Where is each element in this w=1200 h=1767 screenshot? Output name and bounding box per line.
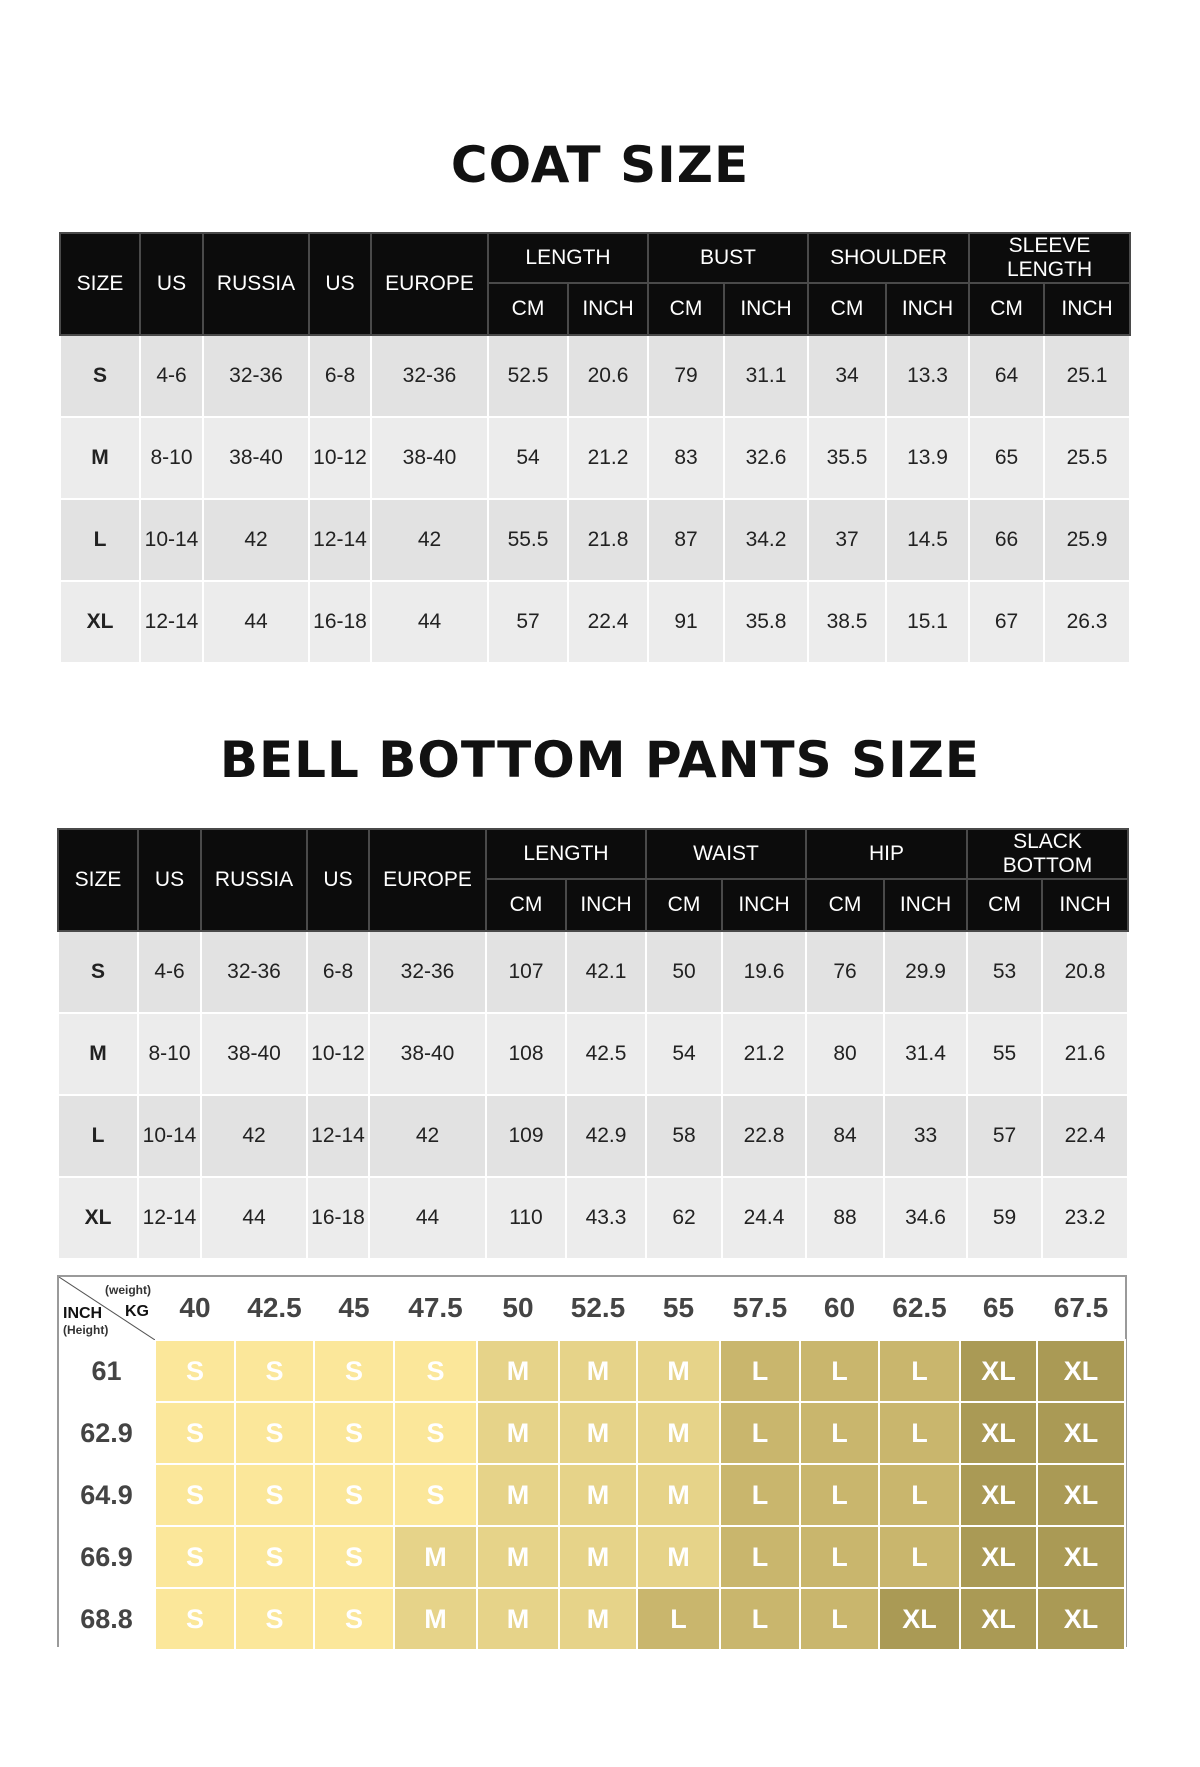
recommended-size-cell: S	[314, 1464, 394, 1526]
header-unit-inch: INCH	[722, 879, 806, 931]
header-europe: EUROPE	[369, 829, 486, 931]
recommended-size-cell: M	[559, 1526, 637, 1588]
table-cell: 21.8	[568, 499, 648, 581]
table-cell: 22.8	[722, 1095, 806, 1177]
table-cell: 55	[967, 1013, 1042, 1095]
table-cell: 79	[648, 335, 724, 417]
recommended-size-cell: XL	[879, 1588, 960, 1650]
table-cell: 83	[648, 417, 724, 499]
weight-header: 45	[314, 1277, 394, 1340]
header-hip: HIP	[806, 829, 967, 879]
table-cell: 50	[646, 931, 722, 1013]
weight-header: 67.5	[1037, 1277, 1125, 1340]
header-unit-cm: CM	[969, 283, 1044, 335]
header-europe: EUROPE	[371, 233, 488, 335]
table-cell: 13.9	[886, 417, 969, 499]
recommended-size-cell: S	[314, 1526, 394, 1588]
weight-header: 57.5	[720, 1277, 800, 1340]
table-cell: 84	[806, 1095, 884, 1177]
recommended-size-cell: L	[879, 1526, 960, 1588]
table-cell: 20.8	[1042, 931, 1128, 1013]
table-cell: 12-14	[140, 581, 203, 663]
table-cell: 22.4	[568, 581, 648, 663]
recommended-size-cell: S	[394, 1464, 477, 1526]
table-cell: 54	[646, 1013, 722, 1095]
header-unit-cm: CM	[967, 879, 1042, 931]
table-row	[58, 1095, 1128, 1177]
recommended-size-cell: L	[800, 1588, 879, 1650]
header-shoulder: SHOULDER	[808, 233, 969, 283]
height-weight-table	[59, 1277, 1126, 1651]
table-cell: 21.2	[568, 417, 648, 499]
recommended-size-cell: S	[314, 1588, 394, 1650]
table-cell: 110	[486, 1177, 566, 1259]
table-cell: 67	[969, 581, 1044, 663]
table-cell: 32.6	[724, 417, 808, 499]
recommended-size-cell: XL	[1037, 1402, 1125, 1464]
table-cell: 4-6	[140, 335, 203, 417]
axis-corner	[59, 1277, 155, 1340]
table-cell: 14.5	[886, 499, 969, 581]
weight-header: 65	[960, 1277, 1037, 1340]
recommended-size-cell: M	[477, 1464, 559, 1526]
weight-header: 55	[637, 1277, 720, 1340]
recommended-size-cell: S	[394, 1402, 477, 1464]
table-cell: 20.6	[568, 335, 648, 417]
pants-table-body	[58, 931, 1128, 1259]
pants-size-title: BELL BOTTOM PANTS SIZE	[219, 731, 981, 789]
table-cell: 37	[808, 499, 886, 581]
table-row	[60, 581, 1130, 663]
table-cell: 13.3	[886, 335, 969, 417]
size-cell: M	[60, 417, 140, 499]
header-unit-cm: CM	[648, 283, 724, 335]
size-cell: XL	[60, 581, 140, 663]
height-axis-note: (Height)	[63, 1323, 109, 1337]
table-cell: 34.6	[884, 1177, 967, 1259]
header-us: US	[138, 829, 201, 931]
table-cell: 88	[806, 1177, 884, 1259]
header-size: SIZE	[60, 233, 140, 335]
table-cell: 23.2	[1042, 1177, 1128, 1259]
table-cell: 6-8	[309, 335, 371, 417]
table-cell: 44	[371, 581, 488, 663]
recommended-size-cell: L	[879, 1464, 960, 1526]
table-cell: 10-14	[140, 499, 203, 581]
header-unit-inch: INCH	[724, 283, 808, 335]
height-row	[59, 1340, 1125, 1402]
header-unit-inch: INCH	[886, 283, 969, 335]
header-us: US	[140, 233, 203, 335]
recommended-size-cell: M	[559, 1402, 637, 1464]
recommended-size-cell: L	[720, 1464, 800, 1526]
table-cell: 12-14	[309, 499, 371, 581]
pants-size-table	[57, 828, 1129, 1260]
recommended-size-cell: L	[637, 1588, 720, 1650]
header-size: SIZE	[58, 829, 138, 931]
recommended-size-cell: S	[235, 1526, 314, 1588]
table-cell: 8-10	[140, 417, 203, 499]
recommended-size-cell: XL	[1037, 1526, 1125, 1588]
table-cell: 32-36	[201, 931, 307, 1013]
table-cell: 57	[488, 581, 568, 663]
table-cell: 10-12	[309, 417, 371, 499]
recommended-size-cell: M	[394, 1588, 477, 1650]
table-row	[58, 1013, 1128, 1095]
recommended-size-cell: S	[314, 1402, 394, 1464]
size-cell: L	[58, 1095, 138, 1177]
table-cell: 42	[369, 1095, 486, 1177]
table-cell: 38-40	[371, 417, 488, 499]
table-cell: 53	[967, 931, 1042, 1013]
table-cell: 42	[203, 499, 309, 581]
height-row	[59, 1402, 1125, 1464]
table-cell: 26.3	[1044, 581, 1130, 663]
table-cell: 12-14	[307, 1095, 369, 1177]
height-header: 66.9	[59, 1526, 155, 1588]
header-sleeve-length: SLEEVE LENGTH	[969, 233, 1130, 283]
header-waist: WAIST	[646, 829, 806, 879]
table-row	[58, 1177, 1128, 1259]
recommended-size-cell: S	[235, 1340, 314, 1402]
recommended-size-cell: M	[477, 1402, 559, 1464]
table-cell: 25.9	[1044, 499, 1130, 581]
height-weight-size-chart	[57, 1275, 1127, 1647]
table-cell: 35.5	[808, 417, 886, 499]
recommended-size-cell: L	[720, 1526, 800, 1588]
recommended-size-cell: XL	[1037, 1340, 1125, 1402]
table-cell: 15.1	[886, 581, 969, 663]
table-cell: 29.9	[884, 931, 967, 1013]
height-axis-unit: INCH	[63, 1305, 103, 1322]
table-cell: 54	[488, 417, 568, 499]
header-slack-bottom: SLACK BOTTOM	[967, 829, 1128, 879]
header-unit-cm: CM	[646, 879, 722, 931]
header-unit-cm: CM	[806, 879, 884, 931]
weight-header: 62.5	[879, 1277, 960, 1340]
header-unit-cm: CM	[486, 879, 566, 931]
table-row	[58, 931, 1128, 1013]
table-cell: 31.4	[884, 1013, 967, 1095]
header-unit-inch: INCH	[566, 879, 646, 931]
table-cell: 32-36	[371, 335, 488, 417]
recommended-size-cell: S	[155, 1526, 235, 1588]
table-cell: 107	[486, 931, 566, 1013]
height-header: 68.8	[59, 1588, 155, 1650]
recommended-size-cell: XL	[960, 1340, 1037, 1402]
header-unit-cm: CM	[488, 283, 568, 335]
recommended-size-cell: M	[477, 1588, 559, 1650]
table-cell: 34.2	[724, 499, 808, 581]
recommended-size-cell: M	[477, 1340, 559, 1402]
table-cell: 10-14	[138, 1095, 201, 1177]
height-row	[59, 1464, 1125, 1526]
table-cell: 10-12	[307, 1013, 369, 1095]
coat-size-table	[59, 232, 1131, 664]
header-unit-inch: INCH	[884, 879, 967, 931]
table-cell: 65	[969, 417, 1044, 499]
header-unit-inch: INCH	[1042, 879, 1128, 931]
table-cell: 59	[967, 1177, 1042, 1259]
table-cell: 80	[806, 1013, 884, 1095]
recommended-size-cell: L	[800, 1402, 879, 1464]
recommended-size-cell: S	[155, 1402, 235, 1464]
table-cell: 25.1	[1044, 335, 1130, 417]
table-cell: 16-18	[309, 581, 371, 663]
table-cell: 91	[648, 581, 724, 663]
recommended-size-cell: M	[477, 1526, 559, 1588]
size-cell: S	[58, 931, 138, 1013]
table-cell: 42.9	[566, 1095, 646, 1177]
recommended-size-cell: S	[235, 1402, 314, 1464]
recommended-size-cell: XL	[960, 1464, 1037, 1526]
recommended-size-cell: M	[559, 1464, 637, 1526]
height-header: 61	[59, 1340, 155, 1402]
table-cell: 44	[369, 1177, 486, 1259]
header-us: US	[307, 829, 369, 931]
table-cell: 6-8	[307, 931, 369, 1013]
table-cell: 32-36	[203, 335, 309, 417]
table-cell: 87	[648, 499, 724, 581]
recommended-size-cell: XL	[960, 1588, 1037, 1650]
table-cell: 4-6	[138, 931, 201, 1013]
recommended-size-cell: S	[235, 1464, 314, 1526]
header-unit-inch: INCH	[568, 283, 648, 335]
recommended-size-cell: L	[720, 1402, 800, 1464]
table-cell: 42.1	[566, 931, 646, 1013]
table-cell: 44	[201, 1177, 307, 1259]
table-cell: 109	[486, 1095, 566, 1177]
recommended-size-cell: L	[720, 1588, 800, 1650]
recommended-size-cell: M	[637, 1464, 720, 1526]
recommended-size-cell: M	[559, 1588, 637, 1650]
table-cell: 22.4	[1042, 1095, 1128, 1177]
table-cell: 19.6	[722, 931, 806, 1013]
weight-header: 47.5	[394, 1277, 477, 1340]
table-cell: 38-40	[203, 417, 309, 499]
weight-axis-note: (weight)	[105, 1283, 151, 1297]
table-cell: 33	[884, 1095, 967, 1177]
recommended-size-cell: L	[800, 1464, 879, 1526]
height-header: 62.9	[59, 1402, 155, 1464]
table-cell: 66	[969, 499, 1044, 581]
recommended-size-cell: L	[800, 1526, 879, 1588]
recommended-size-cell: M	[637, 1402, 720, 1464]
recommended-size-cell: S	[155, 1464, 235, 1526]
header-length: LENGTH	[488, 233, 648, 283]
recommended-size-cell: M	[637, 1340, 720, 1402]
header-unit-inch: INCH	[1044, 283, 1130, 335]
table-cell: 25.5	[1044, 417, 1130, 499]
weight-header: 60	[800, 1277, 879, 1340]
recommended-size-cell: S	[235, 1588, 314, 1650]
size-cell: M	[58, 1013, 138, 1095]
header-us: US	[309, 233, 371, 335]
table-cell: 12-14	[138, 1177, 201, 1259]
recommended-size-cell: L	[879, 1402, 960, 1464]
recommended-size-cell: S	[394, 1340, 477, 1402]
table-row	[60, 499, 1130, 581]
header-unit-cm: CM	[808, 283, 886, 335]
height-row	[59, 1526, 1125, 1588]
height-header: 64.9	[59, 1464, 155, 1526]
table-cell: 35.8	[724, 581, 808, 663]
size-cell: S	[60, 335, 140, 417]
table-cell: 64	[969, 335, 1044, 417]
weight-header: 52.5	[559, 1277, 637, 1340]
table-cell: 38.5	[808, 581, 886, 663]
table-cell: 16-18	[307, 1177, 369, 1259]
recommended-size-cell: XL	[1037, 1588, 1125, 1650]
recommended-size-cell: M	[637, 1526, 720, 1588]
table-cell: 55.5	[488, 499, 568, 581]
table-cell: 57	[967, 1095, 1042, 1177]
table-cell: 42.5	[566, 1013, 646, 1095]
table-cell: 21.2	[722, 1013, 806, 1095]
weight-axis-unit: KG	[125, 1303, 149, 1320]
header-russia: RUSSIA	[203, 233, 309, 335]
size-cell: L	[60, 499, 140, 581]
table-cell: 32-36	[369, 931, 486, 1013]
recommended-size-cell: L	[720, 1340, 800, 1402]
table-cell: 38-40	[201, 1013, 307, 1095]
table-cell: 108	[486, 1013, 566, 1095]
recommended-size-cell: M	[394, 1526, 477, 1588]
table-cell: 62	[646, 1177, 722, 1259]
header-bust: BUST	[648, 233, 808, 283]
header-russia: RUSSIA	[201, 829, 307, 931]
recommended-size-cell: M	[559, 1340, 637, 1402]
table-cell: 24.4	[722, 1177, 806, 1259]
table-row	[60, 417, 1130, 499]
table-cell: 8-10	[138, 1013, 201, 1095]
size-cell: XL	[58, 1177, 138, 1259]
coat-table-body	[60, 335, 1130, 663]
table-cell: 44	[203, 581, 309, 663]
table-cell: 38-40	[369, 1013, 486, 1095]
table-row	[60, 335, 1130, 417]
header-length: LENGTH	[486, 829, 646, 879]
table-cell: 76	[806, 931, 884, 1013]
weight-header: 40	[155, 1277, 235, 1340]
table-cell: 42	[371, 499, 488, 581]
recommended-size-cell: XL	[1037, 1464, 1125, 1526]
weight-header: 42.5	[235, 1277, 314, 1340]
table-cell: 42	[201, 1095, 307, 1177]
height-row	[59, 1588, 1125, 1650]
weight-header: 50	[477, 1277, 559, 1340]
table-cell: 31.1	[724, 335, 808, 417]
recommended-size-cell: S	[155, 1588, 235, 1650]
height-weight-body	[59, 1340, 1125, 1650]
table-cell: 43.3	[566, 1177, 646, 1259]
table-cell: 52.5	[488, 335, 568, 417]
recommended-size-cell: L	[800, 1340, 879, 1402]
coat-size-title: COAT SIZE	[450, 136, 750, 194]
recommended-size-cell: S	[155, 1340, 235, 1402]
recommended-size-cell: XL	[960, 1402, 1037, 1464]
table-cell: 58	[646, 1095, 722, 1177]
recommended-size-cell: XL	[960, 1526, 1037, 1588]
recommended-size-cell: S	[314, 1340, 394, 1402]
recommended-size-cell: L	[879, 1340, 960, 1402]
table-cell: 21.6	[1042, 1013, 1128, 1095]
table-cell: 34	[808, 335, 886, 417]
